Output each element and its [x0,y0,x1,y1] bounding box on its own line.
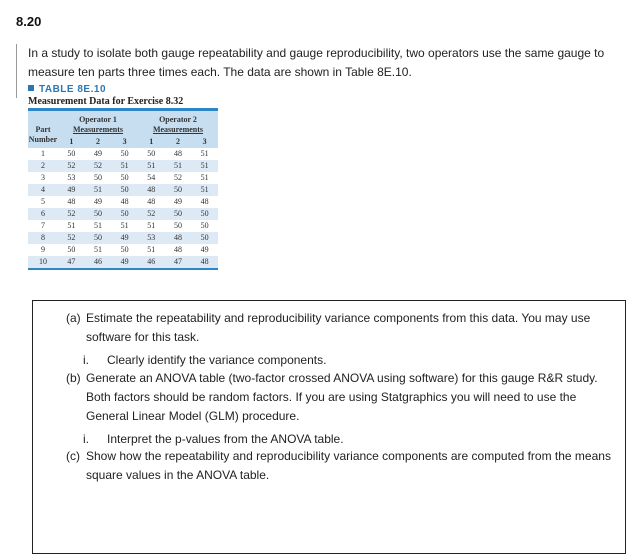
operator1-header: Operator 1 [58,110,138,126]
part-number-cell: 8 [28,232,58,244]
table-row [28,244,218,256]
question-a-text: Estimate the repeatability and reproducibility variance components from this data. You may use software for this task. [86,311,591,344]
table-row [28,196,218,208]
measurement-cell: 50 [85,232,112,244]
operator2-measurements [138,125,218,135]
trial-header: 2 [85,135,112,148]
measurement-cell: 51 [85,184,112,196]
question-b-i-label: i. [83,432,89,446]
measurement-cell: 51 [191,160,218,172]
measurement-cell: 51 [67,221,76,230]
table-row [28,172,218,184]
measurement-cell: 50 [191,208,218,220]
problem-number: 8.20 [16,14,42,29]
measurement-cell: 50 [67,245,76,254]
margin-bar [16,44,17,98]
measurement-cell: 49 [173,197,182,206]
measurement-cell: 50 [165,184,192,196]
measurement-cell: 50 [111,208,138,220]
question-a-i-label: i. [83,353,89,367]
operator1-measurements [58,125,138,135]
measurement-cell: 50 [85,208,112,220]
intro-block [16,44,628,82]
measurement-cell: 50 [165,208,192,220]
measurement-cell: 54 [147,173,156,182]
measurement-cell: 48 [191,256,218,269]
question-c [66,447,616,485]
part-header-line1: Part [28,125,58,135]
measurement-cell: 50 [67,149,76,158]
measurement-cell: 49 [200,245,209,254]
part-number-cell: 7 [41,221,45,230]
measurement-cell: 49 [111,256,138,269]
trial-header: 3 [191,135,218,148]
operator1-measurements-label: Measurements [72,125,124,134]
part-header-top [28,110,58,126]
measurement-cell: 51 [165,160,192,172]
trial-header: 3 [111,135,138,148]
table-body [28,148,218,269]
question-b-i [83,432,603,446]
measurement-cell: 49 [111,232,138,244]
part-number-cell: 1 [41,149,45,158]
measurement-cell: 49 [93,149,102,158]
measurement-cell: 50 [93,173,102,182]
table-row [28,208,218,220]
trial-header: 1 [138,135,165,148]
measurement-cell: 52 [58,208,85,220]
question-a-i-text: Clearly identify the variance components. [107,353,327,367]
question-c-text: Show how the repeatability and reproducibility variance components are computed from the means square values in the ANOVA table. [86,449,611,482]
operator2-measurements-label: Measurements [152,125,204,134]
measurement-cell: 52 [58,232,85,244]
measurement-cell: 51 [147,221,156,230]
measurement-cell: 52 [138,208,165,220]
table-row [28,256,218,269]
question-a-label: (a) [66,311,81,325]
measurement-cell: 48 [165,232,192,244]
part-number-cell: 9 [41,245,45,254]
measurement-cell: 49 [93,197,102,206]
question-a [66,309,616,347]
measurement-cell: 50 [191,232,218,244]
measurement-cell: 50 [200,221,209,230]
measurement-cell: 51 [93,221,102,230]
part-number-cell: 3 [41,173,45,182]
table-row [28,148,218,160]
trial-header: 2 [165,135,192,148]
table-row [28,232,218,244]
question-b-i-text: Interpret the p-values from the ANOVA table. [107,432,344,446]
measurement-cell: 49 [58,184,85,196]
measurement-cell: 48 [173,245,182,254]
measurement-cell: 51 [200,173,209,182]
measurement-cell: 51 [200,149,209,158]
measurement-cell: 51 [147,245,156,254]
measurement-cell: 51 [93,245,102,254]
table-label [28,84,106,95]
part-number-cell: 4 [28,184,58,196]
measurement-table [28,108,218,270]
measurement-cell: 48 [173,149,182,158]
measurement-cell: 47 [58,256,85,269]
measurement-cell: 53 [67,173,76,182]
measurement-cell: 50 [173,221,182,230]
measurement-cell: 52 [85,160,112,172]
measurement-cell: 53 [138,232,165,244]
question-b-text: Generate an ANOVA table (two-factor crossed ANOVA using software) for this gauge R&R study. Both factors should be random factors. If you are using Statgraphics you will need to use the General Linear Model (GLM) procedure. [86,371,598,423]
measurement-cell: 46 [138,256,165,269]
question-a-i [83,353,603,367]
measurement-cell: 50 [120,149,129,158]
measurement-cell: 48 [147,197,156,206]
question-b [66,369,616,426]
part-number-cell: 6 [28,208,58,220]
measurement-cell: 47 [165,256,192,269]
part-number-cell: 5 [41,197,45,206]
part-header-line2: Number [28,135,58,148]
questions-box [32,300,626,554]
measurement-cell: 50 [111,184,138,196]
measurement-cell: 50 [147,149,156,158]
problem-intro: In a study to isolate both gauge repeatability and gauge reproducibility, two operators use the same gauge to measure ten parts three times each. The data are shown in Table 8E.10. [28,46,605,79]
operator2-header: Operator 2 [138,110,218,126]
part-number-cell: 10 [28,256,58,269]
trial-header: 1 [58,135,85,148]
measurement-cell: 50 [120,245,129,254]
table-caption: Measurement Data for Exercise 8.32 [28,96,184,107]
measurement-cell: 51 [111,160,138,172]
table-row [28,184,218,196]
question-c-label: (c) [66,449,80,463]
measurement-cell: 48 [138,184,165,196]
measurement-cell: 48 [67,197,76,206]
measurement-cell: 48 [120,197,129,206]
question-b-label: (b) [66,371,81,385]
table-label-square-icon [28,85,34,91]
table-row [28,220,218,232]
table-label-text: TABLE 8E.10 [39,84,106,95]
measurement-cell: 51 [138,160,165,172]
table-row [28,160,218,172]
measurement-cell: 51 [120,221,129,230]
measurement-cell: 51 [191,184,218,196]
measurement-cell: 48 [200,197,209,206]
measurement-cell: 50 [120,173,129,182]
measurement-cell: 52 [58,160,85,172]
measurement-cell: 46 [85,256,112,269]
part-number-cell: 2 [28,160,58,172]
measurement-cell: 52 [173,173,182,182]
